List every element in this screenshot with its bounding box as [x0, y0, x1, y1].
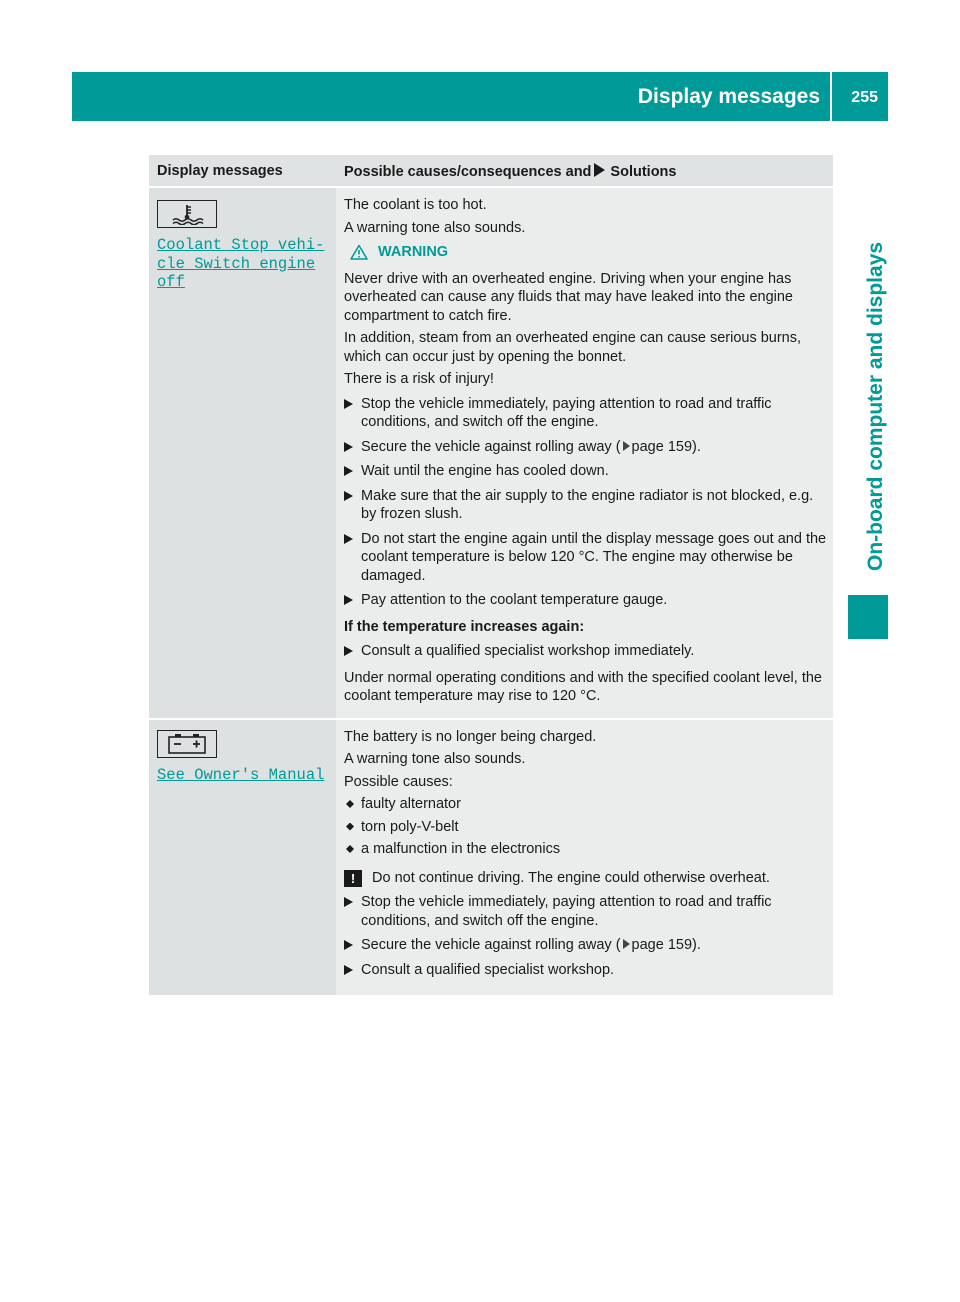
step-text: Pay attention to the coolant temperature gauge. — [361, 592, 668, 608]
solution-step — [344, 487, 827, 524]
page-ref-arrow-icon — [623, 441, 630, 451]
display-message-cell — [149, 719, 336, 996]
step-arrow-icon — [344, 646, 353, 656]
step-text: Consult a qualified specialist workshop immediately. — [361, 643, 695, 659]
side-chapter-block — [848, 595, 888, 639]
subheading: If the temperature increases again: — [344, 618, 585, 635]
list-item — [344, 795, 827, 814]
coolant-temperature-icon — [157, 200, 217, 228]
solution-step — [344, 395, 827, 432]
warning-text: There is a risk of injury! — [344, 371, 494, 387]
list-item-text: a malfunction in the electronics — [361, 841, 561, 857]
side-chapter-label: On-board computer and displays — [864, 241, 887, 571]
bullet-icon — [346, 845, 354, 853]
col2-header-solutions: Solutions — [610, 164, 677, 180]
step-arrow-icon — [344, 399, 353, 409]
solution-step — [344, 642, 827, 661]
list-item-text: torn poly-V-belt — [361, 818, 459, 835]
warning-text: Never drive with an overheated engine. Driving when your engine has overheated can cause any fluids that may have leaked into the engine compartment to catch fire. — [344, 270, 793, 324]
page-reference-link[interactable]: page 159). — [631, 937, 701, 953]
step-arrow-icon — [344, 442, 353, 452]
step-arrow-icon — [344, 466, 353, 476]
list-item — [344, 818, 827, 837]
page-header — [72, 72, 888, 121]
warning-heading — [350, 243, 827, 262]
causes-solutions-cell — [336, 187, 833, 719]
header-divider — [830, 72, 832, 121]
warning-text: In addition, steam from an overheated engine can cause serious burns, which can occur just by opening the bonnet. — [344, 330, 802, 365]
battery-icon — [157, 730, 217, 758]
display-message-text: See Owner's Manual — [157, 765, 325, 784]
solution-step — [344, 591, 827, 610]
exclamation-icon: ! — [344, 870, 362, 887]
col2-header-text: Possible causes/consequences and — [344, 164, 592, 180]
solution-step — [344, 438, 827, 457]
cause-text: The coolant is too hot. — [344, 197, 487, 213]
solution-step — [344, 936, 827, 955]
step-text: Do not start the engine again until the display message goes out and the coolant temperature is below 120 °C. The engine may otherwise be damaged. — [361, 530, 827, 584]
page-ref-arrow-icon — [623, 939, 630, 949]
step-arrow-icon — [344, 491, 353, 501]
step-arrow-icon — [344, 940, 353, 950]
solution-step — [344, 462, 827, 481]
list-item-text: faulty alternator — [361, 796, 461, 812]
solution-step — [344, 893, 827, 930]
col-header-display-messages: Display messages — [149, 155, 336, 187]
display-messages-table — [149, 155, 833, 995]
bullet-icon — [346, 823, 354, 831]
display-message-cell — [149, 187, 336, 719]
notice-text: Do not continue driving. The engine could otherwise overheat. — [372, 869, 770, 886]
step-text: Secure the vehicle against rolling away ( — [361, 937, 621, 953]
closing-note: Under normal operating conditions and with the specified coolant level, the coolant temperature may rise to 120 °C. — [344, 669, 822, 704]
warning-triangle-icon — [350, 244, 368, 260]
warning-label: WARNING — [378, 244, 449, 260]
step-text: Consult a qualified specialist workshop. — [361, 961, 615, 978]
step-arrow-icon — [344, 534, 353, 544]
step-text: Make sure that the air supply to the engine radiator is not blocked, e.g. by frozen slush. — [361, 487, 814, 522]
step-arrow-icon — [344, 965, 353, 975]
bullet-icon — [346, 800, 354, 808]
cause-text: A warning tone also sounds. — [344, 219, 526, 236]
cause-text: A warning tone also sounds. — [344, 751, 526, 767]
cause-text: The battery is no longer being charged. — [344, 728, 597, 745]
page-reference-link[interactable]: page 159). — [631, 438, 701, 455]
table-header-row — [149, 155, 833, 187]
page-number: 255 — [851, 89, 878, 106]
display-message-text: Coolant Stop vehi‐ cle Switch engine off — [157, 236, 325, 291]
step-text: Stop the vehicle immediately, paying attention to road and traffic conditions, and switch off the engine. — [361, 894, 772, 929]
step-arrow-icon — [344, 595, 353, 605]
table-row — [149, 719, 833, 996]
solution-arrow-icon — [594, 163, 605, 177]
step-text: Wait until the engine has cooled down. — [361, 463, 609, 479]
solution-step — [344, 530, 827, 586]
header-title: Display messages — [637, 85, 820, 108]
col-header-causes-solutions — [336, 155, 833, 187]
solution-step — [344, 961, 827, 980]
notice — [344, 869, 827, 888]
table-row — [149, 187, 833, 719]
side-chapter-tab — [840, 125, 888, 595]
step-text: Secure the vehicle against rolling away ( — [361, 438, 621, 455]
cause-text: Possible causes: — [344, 773, 453, 790]
step-text: Stop the vehicle immediately, paying attention to road and traffic conditions, and switch off the engine. — [361, 395, 772, 430]
causes-solutions-cell — [336, 719, 833, 996]
list-item — [344, 840, 827, 859]
step-arrow-icon — [344, 897, 353, 907]
